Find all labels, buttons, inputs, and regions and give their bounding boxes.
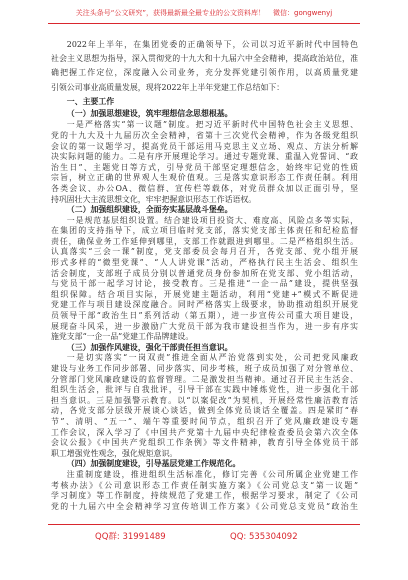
- section-line: 职工增强党性观念，强化规矩意识。: [51, 448, 178, 458]
- section-line: 一是规范基层组织设置。结合建设项目投资大、难度高、风险点多等实际，: [66, 215, 358, 225]
- section-line: 展现奋斗风采，进一步激励广大党员干部为我市建设担当作为，进一步有序实: [51, 321, 358, 331]
- section-line: 认真落实“三会一课”制度，党支部委员会每月召开，各党支部、党小组开展: [51, 247, 358, 257]
- section-heading: （四）加强制度建设，引导基层党建工作规范化。: [66, 459, 241, 469]
- footer-qq-number: QQ: 535304092: [230, 532, 298, 542]
- section-line: 学习制度》等工作制度，持续规范了党建工作，根据学习要求，制定了《公司: [51, 491, 358, 501]
- section-line: 与党员干部一起学习讨论，接受教育。三是推进“一企一品”建设，提供坚强: [51, 279, 358, 289]
- section-line: 宗旨，树立正确的世界观人生观价值观。三是落实意识形态工作责任制。利用: [51, 173, 358, 183]
- section-line: 形式多样的“微型党课”、“人人讲党课”活动，严格执行民主生活会、组织生: [51, 258, 358, 268]
- section-line: 一是严格落实“第一议题”制度。把习近平新时代中国特色社会主义思想、: [66, 120, 358, 130]
- header-rule: [48, 23, 360, 24]
- section-line: 各类会议、办公OA、微信群、宣传栏等载体，对党员群众加以正面引导，坚: [51, 183, 358, 193]
- intro-line: 社会主义思想为指导，深入贯彻党的十九大和十九届六中全会精神，提高政治站位，准: [51, 54, 358, 64]
- section-line: 治生日”、主题党日等方式，引导党员干部坚定理想信念，始终牢记党的性质: [51, 162, 358, 172]
- section-thought-building: [51, 108, 358, 205]
- intro-line: 引领公司事业高质量发展，现将2022年上半年党建工作总结如下：: [51, 82, 285, 92]
- section-heading: （三）加强作风建设，强化干部责任担当意识。: [66, 342, 233, 352]
- section-line: 动，各党支部分层级开展谈心谈话，做到全体党员谈话全覆盖。四是紧盯“春: [51, 406, 358, 416]
- page-header: [0, 8, 408, 18]
- header-promo-text: 关注头条号“公文研究”，获得最新最全最专业的公文资料库！: [75, 9, 266, 17]
- section-line: 党的十九大及十九届历次全会精神，省第十三次党代会精神，作为各级党组织: [51, 130, 358, 140]
- section-line: 注重制度建设，推进组织生活标准化，修订完善《公司所属企业党建工作: [66, 469, 358, 479]
- section-line: 会议公报》《中国共产党组织工作条例》等文件精神，教育引导全体党员干部: [51, 438, 358, 448]
- section-line: 员领导干部“政治生日”系列活动（第五期），进一步宣传公司重大项目建设，: [51, 311, 358, 321]
- section-line: 考核办法》《公司意识形态工作责任制实施方案》《公司党总支“第一议题”: [51, 480, 358, 490]
- section-heading: （二）加强组织建设，全面夯实基层战斗堡垒。: [66, 205, 233, 215]
- section-line: 党建工作与项目建设深度融合。同时严格落实上级要求，协助推动组织开展党: [51, 300, 358, 310]
- intro-line: 2022年上半年，在集团党委的正确领导下，公司以习近平新时代中国特色: [66, 40, 358, 49]
- section-line: 组织保障。结合项目实际，开展党建主题活动，利用“党建+”模式不断促进: [51, 289, 358, 299]
- section-line: 分管部门党风廉政建设的监督管理。二是激发担当精神。通过召开民主生活会、: [51, 374, 358, 384]
- section-line: 节”、清明、“五一”、端午等重要时间节点，组织召开了党风廉政建设专题: [51, 416, 358, 426]
- header-wechat-id: 微信：gongwenyj: [273, 9, 333, 17]
- section-line: 施党支部“一企一品”党建工作品牌建设。: [51, 332, 194, 342]
- main-heading: 一、主要工作: [66, 96, 115, 106]
- section-line: 持巩固壮大主流思想文化，牢牢把握意识形态工作话语权。: [51, 194, 257, 204]
- section-line: 一是切实落实“一岗双责”推进全面从严治党落到实处，公司把党风廉政: [66, 353, 358, 363]
- section-line: 工作会议，深入学习了《中国共产党第十九届中央纪律检查委员会第六次全体: [51, 427, 358, 437]
- section-heading: （一）加强思想建设，筑牢理想信念思想根基。: [66, 108, 233, 118]
- footer-rule: [48, 524, 360, 525]
- intro-line: 确把握工作定位，深度融入公司业务，充分发挥党建引领作用，以高质量党建: [51, 68, 358, 78]
- section-line: 决实际问题的能力。二是有序开展理论学习。通过专题党课、重温入党誓词、“政: [51, 152, 358, 162]
- section-line: 在集团的支持指导下，成立项目临时党支部，落实党支部主体责任和纪检监督: [51, 226, 358, 236]
- section-line: 责任，确保业务工作延伸到哪里，支部工作就跟进到哪里。二是严格组织生活。: [51, 236, 358, 246]
- section-line: 活会制度，支部班子成员分别以普通党员身份参加所在党支部、党小组活动，: [51, 268, 358, 278]
- section-line: 建设与业务工作同步部署、同步落实、同步考核，班子成员加强了对分管单位、: [51, 364, 358, 373]
- section-line: 党的十九届六中全会精神学习宣传培训工作方案》《公司党总支党员“政治生: [51, 501, 358, 511]
- section-organization-building: [51, 205, 358, 343]
- footer-qq-group: QQ群: 31991489: [95, 532, 166, 542]
- section-line: 组织生活会，批评与自我批评，引导干部在实践中锤炼党性，进一步强化干部: [51, 385, 358, 395]
- document-body: [51, 38, 358, 512]
- intro-paragraph: [51, 38, 358, 95]
- section-style-building: [51, 343, 358, 460]
- section-system-building: [51, 459, 358, 512]
- section-line: 担当意识。三是加强警示教育。以“以案促改”为契机，开展经常性廉洁教育活: [51, 395, 358, 405]
- section-line: 会议的第一议题学习，提高党员干部运用马克思主义立场、观点、方法分析解: [51, 141, 358, 151]
